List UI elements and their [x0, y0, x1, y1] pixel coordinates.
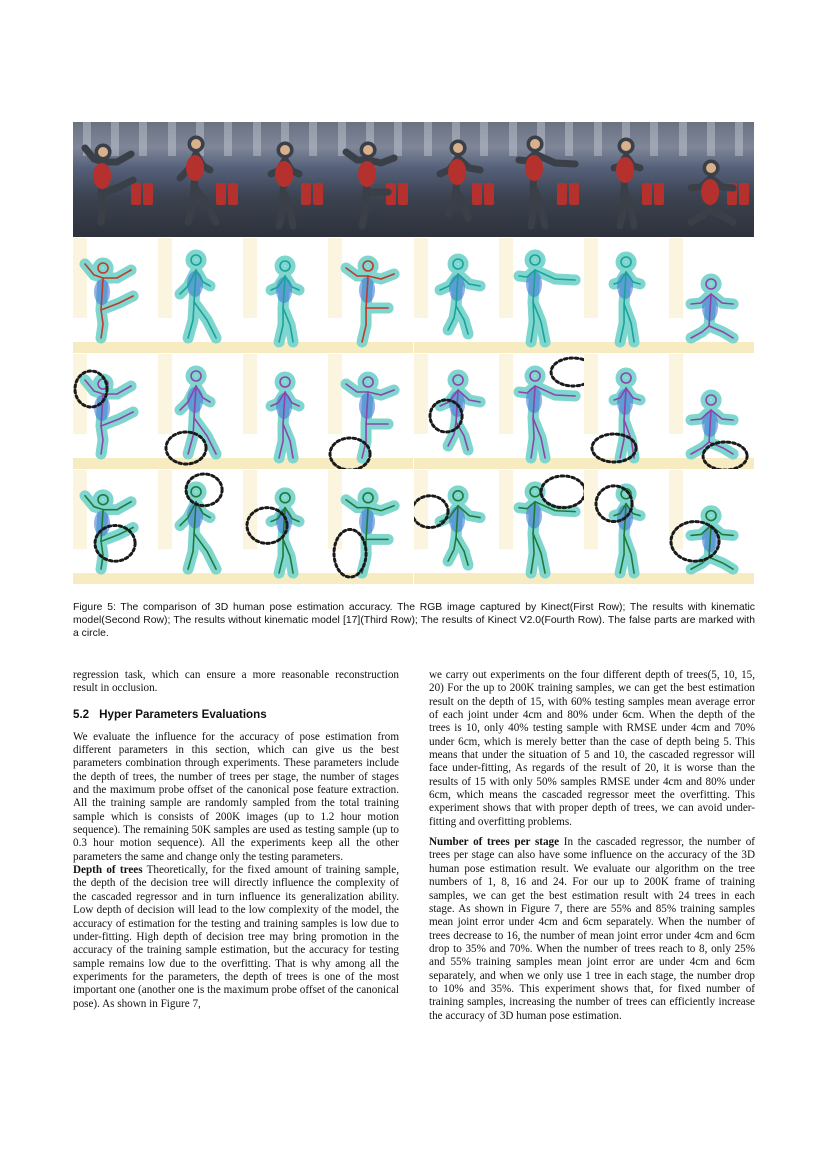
person-limb-leg [456, 190, 468, 218]
pointcloud-svg [414, 354, 499, 469]
person-silhouette [499, 122, 584, 237]
left-column [73, 669, 399, 1011]
pointcloud-panel [669, 470, 754, 584]
pointcloud-svg [328, 354, 413, 469]
floor-points [584, 573, 669, 584]
red-shirt [448, 159, 466, 185]
person-limb-leg [709, 210, 733, 222]
red-shirt [93, 163, 111, 189]
person-head [621, 141, 631, 151]
person-head [98, 147, 108, 157]
rgb-photo [499, 122, 584, 237]
person-limb-arm [368, 158, 394, 163]
floor-points [158, 342, 243, 353]
floor-points [669, 573, 754, 584]
background-points [158, 470, 172, 549]
figure-row-no-kinematic [73, 354, 754, 469]
floor-points [73, 342, 158, 353]
background-points [669, 354, 683, 434]
paragraph-number-of-trees [429, 836, 755, 1023]
person-silhouette [414, 122, 499, 237]
background-points [73, 238, 87, 318]
pointcloud-svg [158, 470, 243, 584]
pointcloud-svg [669, 238, 754, 353]
person-head [280, 145, 290, 155]
floor-points [243, 458, 328, 469]
red-shirt [616, 157, 634, 183]
background-points [584, 238, 598, 318]
background-points [158, 238, 172, 318]
figure-row-kinect [73, 470, 754, 584]
pointcloud-svg [584, 354, 669, 469]
pointcloud-panel [158, 238, 243, 353]
pointcloud-panel [414, 354, 499, 469]
pointcloud-svg [73, 354, 158, 469]
right-column [429, 669, 755, 1023]
red-shirt [358, 161, 376, 187]
rgb-photo [669, 122, 754, 237]
floor-points [414, 573, 499, 584]
pointcloud-svg [328, 470, 413, 584]
red-shirt [701, 179, 719, 205]
pointcloud-svg [243, 354, 328, 469]
person-head [453, 143, 463, 153]
section-number: 5.2 [73, 707, 90, 721]
red-shirt [525, 155, 543, 181]
pointcloud-panel [499, 238, 584, 353]
person-silhouette [584, 122, 669, 237]
pointcloud-panel [669, 354, 754, 469]
error-circle-marker [551, 358, 584, 386]
floor-points [414, 342, 499, 353]
person-silhouette [669, 122, 754, 237]
pointcloud-panel [73, 354, 158, 469]
pointcloud-panel [584, 238, 669, 353]
pointcloud-svg [584, 238, 669, 353]
person-head [706, 163, 716, 173]
pointcloud-panel [158, 470, 243, 584]
figure-row-kinematic [73, 238, 754, 353]
background-points [414, 238, 428, 318]
pointcloud-panel [584, 354, 669, 469]
paragraph-depth-results: we carry out experiments on the four different depth of trees(5, 10, 15, 20) For the up to 200K training samples, we can get the best estimation result on the depth of 15, with 60% testing samples mean average error of each joint under 4cm and 80% under 6cm. When the depth of the trees is 10, only 40% testing sample with RMSE under 4cm and 70% under 6cm, which is merely better than the case of depth being 5. This means that under the situation of 5 and 10, the cascaded regressor will face under-fitting, As regards of the result of 20, it is worse than the results of 15 with only 50% samples RMSE under 4cm and 80% under 6cm, which means the cascaded regressor meet the overfitting. This experiment shows that with proper depth of trees, we can avoid under-fitting and overfitting problems. [429, 669, 755, 828]
background-points [328, 470, 342, 549]
pointcloud-panel [328, 354, 413, 469]
figure-5 [73, 122, 754, 584]
background-points [328, 354, 342, 434]
floor-points [669, 342, 754, 353]
person-silhouette [73, 122, 158, 237]
pointcloud-panel [328, 470, 413, 584]
section-title: Hyper Parameters Evaluations [99, 707, 267, 721]
pointcloud-svg [243, 238, 328, 353]
pointcloud-svg [669, 470, 754, 584]
paragraph-trees-text: In the cascaded regressor, the number of trees per stage can also have some influence on the accuracy of the 3D human pose estimation result. We evaluate our algorithm on the tree numbers of 1, 8, 16 and 24. For our up to 200K frame of training samples, we can get the best estimation result with 24 trees in each stage. As shown in Figure 7, there are 55% and 85% training samples mean joint error under 4cm and 6cm separately. When the number of trees decrease to 16, the number of mean joint error under 4cm and 6cm drop to 35% and 70%. When the number of trees reach to 8, only 25% and 55% training samples mean joint error are under 4cm and 6cm separately, and when we only use 1 tree in each stage, the number drop to 10% and 35%. This experiment shows that, for fixed number of training samples, increasing the number of trees can efficiently increase the accuracy of 3D human pose estimation. [429, 836, 755, 1022]
person-limb-leg [194, 186, 216, 222]
pointcloud-panel [499, 354, 584, 469]
rgb-photo [73, 122, 158, 237]
pointcloud-svg [243, 470, 328, 584]
background-points [499, 470, 513, 549]
pointcloud-svg [158, 238, 243, 353]
pointcloud-panel [414, 238, 499, 353]
person-head [530, 139, 540, 149]
rgb-photo [243, 122, 328, 237]
floor-points [584, 342, 669, 353]
pointcloud-panel [328, 238, 413, 353]
background-points [243, 354, 257, 434]
pointcloud-svg [73, 470, 158, 584]
rgb-photo [328, 122, 413, 237]
pointcloud-panel [243, 238, 328, 353]
floor-points [73, 458, 158, 469]
person-head [363, 145, 373, 155]
pointcloud-panel [499, 470, 584, 584]
floor-points [73, 573, 158, 584]
floor-points [243, 573, 328, 584]
background-points [158, 354, 172, 434]
background-points [243, 238, 257, 318]
person-limb-leg [362, 192, 366, 226]
rgb-photo [414, 122, 499, 237]
figure-caption: Figure 5: The comparison of 3D human pose estimation accuracy. The RGB image captured by Kinect(First Row); The results with kinematic model(Second Row); The results without kinematic model [17](Third Row); The results of Kinect V2.0(Fourth Row). The false parts are marked with a circle. [73, 602, 755, 640]
person-silhouette [243, 122, 328, 237]
pointcloud-svg [414, 470, 499, 584]
background-points [414, 354, 428, 434]
red-shirt [186, 155, 204, 181]
pointcloud-svg [73, 238, 158, 353]
background-points [499, 354, 513, 434]
floor-points [328, 342, 413, 353]
section-heading [73, 708, 399, 722]
pointcloud-svg [669, 354, 754, 469]
person-silhouette [328, 122, 413, 237]
pointcloud-panel [158, 354, 243, 469]
paragraph-intro: regression task, which can ensure a more reasonable reconstruction result in occlusion. [73, 669, 399, 695]
person-silhouette [158, 122, 243, 237]
rgb-photo [158, 122, 243, 237]
background-points [669, 238, 683, 318]
person-limb-leg [188, 186, 194, 222]
person-limb-leg [101, 194, 103, 222]
floor-points [414, 458, 499, 469]
background-points [584, 354, 598, 434]
pointcloud-panel [414, 470, 499, 584]
rgb-photo [584, 122, 669, 237]
pointcloud-svg [499, 238, 584, 353]
red-shirt [275, 161, 293, 187]
pointcloud-panel [243, 470, 328, 584]
pointcloud-svg [414, 238, 499, 353]
pointcloud-svg [499, 470, 584, 584]
background-points [328, 238, 342, 318]
paragraph-parameters: We evaluate the influence for the accuracy of pose estimation from different parameters in this section, which can give us the best parameters combination through experiments. These parameters include the depth of trees, the number of trees per stage, the number of stages and the maximum probe offset of the canonical pose feature extraction. All the training sample are randomly sampled from the total training sample which is consists of 200K images (up to 1.2 hour motion sequence). The remaining 50K samples are used as testing sample (up to 0.3 hour motion sequence). All the experiments keep all the other parameters the same and change only the testing parameters. [73, 730, 399, 863]
pointcloud-panel [73, 238, 158, 353]
pointcloud-svg [158, 354, 243, 469]
pointcloud-svg [499, 354, 584, 469]
runin-number-of-trees: Number of trees per stage [429, 836, 560, 849]
person-head [191, 139, 201, 149]
background-points [73, 470, 87, 549]
pointcloud-svg [328, 238, 413, 353]
figure-row-rgb [73, 122, 754, 237]
background-points [499, 238, 513, 318]
floor-points [158, 573, 243, 584]
paragraph-depth-of-trees [73, 864, 399, 1011]
runin-depth-of-trees: Depth of trees [73, 864, 143, 877]
pointcloud-panel [73, 470, 158, 584]
pointcloud-panel [584, 470, 669, 584]
pointcloud-panel [243, 354, 328, 469]
background-points [414, 470, 428, 549]
paragraph-depth-text: Theoretically, for the fixed amount of training sample, the depth of the decision tree will directly influence the complexity of the cascaded regressor and in turn influence its generalization ability. Low depth of decision will lead to the low complexity of the model, the accuracy of estimation for the testing and training samples is low due to under-fitting. High depth of decision tree may bring promotion in the accuracy of the training sample estimation, but the accuracy for testing sample remains low due to the overfitting. That is why among all the experiments for the parameters, the depth of trees is one of the most important one (another one is the maximum probe offset of the canonical pose). As shown in Figure 7, [73, 864, 399, 1010]
error-circle-marker [541, 476, 584, 508]
pointcloud-panel [669, 238, 754, 353]
pointcloud-svg [584, 470, 669, 584]
floor-points [243, 342, 328, 353]
